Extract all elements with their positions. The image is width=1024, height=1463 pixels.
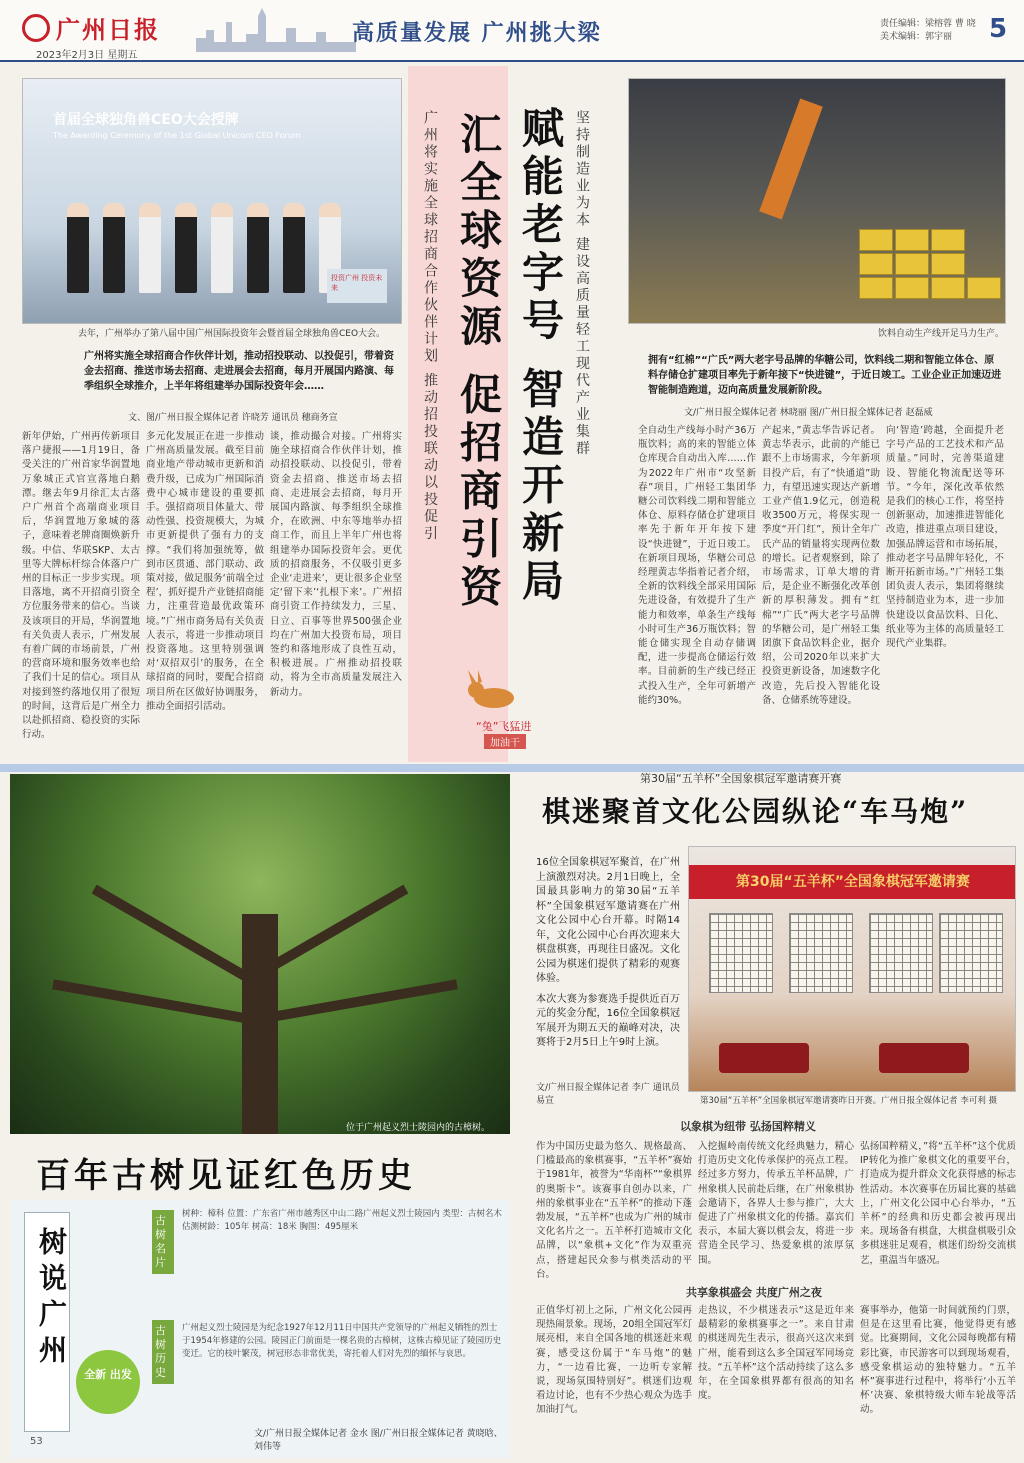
article-column: 全自动生产线每小时产36万瓶饮料；高的来的智能立体仓库现合自动出入库……作为2022年广州市“攻坚新春”项目，广州轻工集团华糖公司饮料线二期和智能立体仓、原料存储仓扩建项目率先于新年开年按下建设“快进键”，于近日竣工。在新项目现场，华糖公司总经理黄志华指着记者介绍，全新的饮料线全部采用国际先进设备，有效提升了生产能力和效率，单条生产线每小时可生产36万瓶饮料；智能仓储实现全自动存储调配，进一步提高仓储运行效率。目前新的生产线已经正式投入生产，全年可新增产能约30%。 <box>638 425 756 706</box>
tree-branch <box>52 979 251 1024</box>
page-number: 5 <box>988 14 1008 44</box>
photo-caption: 位于广州起义烈士陵园内的古樟树。 <box>346 1123 491 1133</box>
display-board <box>709 913 773 993</box>
event-banner: 第30届“五羊杯”全国象棋冠军邀请赛 <box>689 865 1016 899</box>
article-byline: 文、图/广州日报全媒体记者 许晓芳 通讯员 穗商务宣 <box>128 413 338 423</box>
photo-caption: 第30届“五羊杯”全国象棋冠军邀请赛昨日开赛。广州日报全媒体记者 李可利 摄 <box>700 1096 998 1106</box>
product-box <box>859 277 893 299</box>
game-table <box>879 1043 969 1073</box>
tag-tree-card: 古树名片 <box>152 1210 174 1274</box>
campaign-seal: 全新 出发 <box>76 1350 140 1414</box>
photo-caption: 去年，广州举办了第八届中国广州国际投资年会暨首届全球独角兽CEO大会。 <box>78 329 386 339</box>
chess-kicker: 第30届“五羊杯”全国象棋冠军邀请赛开赛 <box>640 772 842 785</box>
editors-credit <box>880 18 976 44</box>
ancient-tree-photo[interactable] <box>10 774 510 1134</box>
product-box <box>895 253 929 275</box>
product-box <box>931 277 965 299</box>
rabbit-icon <box>462 670 522 710</box>
article-column: 新年伊始，广州再传新项目落户捷报——1月19日，备受关注的广州首家华润置地万象城正式官宣落地白鹅潭。继去年9月徐汇太古落户广州首个高端商业项目后，华润置地万象城的落子，意味着老牌商圈焕新升级。中信、华联SKP、太古里等大牌标杆综合体落户广州的目标正一步步实现。项目落地，离不开招商引资全方位服务带来的信心。当谈及该项目的开局，华润置地有关负责人表示，广州发展有着广阔的市场前景，广州的营商环境和服务效率也给了我们十足的信心。项目从对接到签约落地仅用了很短的时间，这背后是广州全力以赴抓招商、稳投资的实际行动。 <box>22 431 140 741</box>
article-column: 弘扬国粹精义，”将“五羊杯”这个优质IP转化为推广象棋文化的重要平台，打造成为提升群众文化获得感的标志性活动。本次赛事在历届比赛的基础上，广州文化公园中心台举办，“五羊杯”的经典和历史都会被再现出来。现场备有棋盘，大棋盘棋吸引众多棋迷驻足观看，棋迷们纷纷交流棋艺，重温当年盛况。 <box>860 1141 1016 1266</box>
photo-banner-text: 首届全球独角兽CEO大会授牌 <box>53 112 239 128</box>
tag-tree-history: 古树历史 <box>152 1320 174 1384</box>
article-byline: 文/广州日报全媒体记者 林晓丽 图/广州日报全媒体记者 赵磊威 <box>684 408 933 418</box>
article-column: 产起来，”黄志华告诉记者。黄志华表示，此前的产能已跟不上市场需求，今年新项目投产后，有了“快通道”助力，有望迅速实现达产新增工业产值1.9亿元，创造税收3500万元，将保实现一季度“开门红”，预计全年广氏产品的销量将实现两位数的增长。记者观察到，除了市场需求，订单大增的背后，是企业不断强化改革创新的厚积薄发。拥有“红棉”“广氏”两大老字号品牌的华糖公司，是广州轻工集团旗下食品饮料企业，据介绍，公司2020年以来扩大投资更新设备，加速数字化改造，先后投入智能化设备、仓储系统等建设。 <box>762 425 880 706</box>
issue-date: 2023年2月3日 星期五 <box>36 50 138 61</box>
column-number: 53 <box>30 1436 43 1447</box>
article-column: 向‘智造’跨越，全面提升老字号产品的工艺技术和产品质量。”同时，完善渠道建设、智能化物流配送等环节。“今年，深化改革依然是我们的核心工作，将坚持创新驱动，加速推进智能化改造，推进重点项目建设，加强品牌运营和市场拓展，推动老字号品牌年轻化，不断开拓新市场。”广州轻工集团负责人表示，集团将继续坚持制造业为本，进一步加快建设以食品饮料、日化、纸业等为主体的高质量轻工现代产业集群。 <box>886 425 1004 650</box>
column-title: 树说广州 <box>35 1227 68 1371</box>
article-lead: 拥有“红棉”“广氏”两大老字号品牌的华糖公司，饮料线二期和智能立体仓、原料存储仓扩建项目率先于新年接下“快进键”，于近日竣工。工业企业正加速迈进智能制造跑道，迈向高质量发展新阶段。 <box>648 355 1002 396</box>
city-skyline-icon <box>196 8 356 52</box>
tree-facts: 树种：樟科 位置：广东省广州市越秀区中山二路广州起义烈士陵园内 类型：古树名木 估测树龄：105年 树高：18米 胸围：495厘米 <box>182 1209 502 1232</box>
display-board <box>789 913 853 993</box>
photo-person <box>67 203 89 293</box>
newspaper-logo-icon <box>22 14 50 42</box>
investment-subtitle: 广州将实施全球招商合作伙伴计划 推动招投联动以投促引 <box>422 110 438 543</box>
unicorn-forum-photo[interactable] <box>22 78 402 324</box>
tree-headline[interactable]: 百年古树见证红色历史 <box>36 1156 416 1196</box>
robot-arm <box>759 99 823 220</box>
product-box <box>859 253 893 275</box>
section-title: 高质量发展 广州挑大梁 <box>352 21 602 46</box>
product-box <box>967 277 1001 299</box>
article-column: 走热议，不少棋迷表示“这是近年来最精彩的象棋赛事之一”。来自甘肃的棋迷周先生表示，很高兴这次来到广州，能看到这么多全国冠军同场竞技。“五羊杯”这个活动持续了这么多年，在全国象棋界都有很高的知名度。 <box>698 1305 854 1402</box>
slogan-text: “兔”飞猛进 <box>476 720 532 733</box>
display-board <box>869 913 933 993</box>
subheading: 共享象棋盛会 共度广州之夜 <box>686 1286 822 1299</box>
game-table <box>719 1043 809 1073</box>
article-byline: 文/广州日报全媒体记者 金水 图/广州日报全媒体记者 黄晓晗、刘伟等 <box>254 1429 503 1452</box>
photo-person <box>247 203 269 293</box>
photo-caption: 饮料自动生产线开足马力生产。 <box>878 329 1005 339</box>
article-lead <box>536 856 680 1051</box>
masthead <box>0 0 1024 62</box>
tree-history-text: 广州起义烈士陵园是为纪念1927年12月11日中国共产党领导的广州起义牺牲的烈士于1954年修建的公园。陵园正门前面是一棵名贵的古樟树，这株古樟见证了陵园历史变迁。它的枝叶繁茂，树冠形态非常优美，寄托着人们对先烈的缅怀与哀思。 <box>182 1323 502 1359</box>
product-box <box>859 229 893 251</box>
photo-banner-en: The Awarding Ceremony of the 1st Global Unicorn CEO Forum <box>53 131 301 140</box>
chess-headline[interactable]: 棋迷聚首文化公园纵论“车马炮” <box>542 795 969 828</box>
photo-sign: 投资广州 投资未来 <box>327 269 387 303</box>
article-lead: 广州将实施全球招商合作伙伴计划，推动招投联动、以投促引，带着资金去招商、推送市场去招商、走进展会去招商，每月开展国内路演、每季组织全球推介，上半年将组建举办国际投资年会…… <box>84 351 394 392</box>
article-column: 正值华灯初上之际，广州文化公园再现热闹景象。现场，20组全国冠军灯展亮相，来自全国各地的棋迷赶来观赛，感受这份属于“车马炮”的魅力，“一边看比赛，一边听专家解说，现场氛围特别好”。棋迷们边观看边讨论，也有不少热心观众为选手加油打气。 <box>536 1305 692 1416</box>
product-box <box>895 277 929 299</box>
photo-person <box>175 203 197 293</box>
article-column: 作为中国历史最为悠久、规格最高、门槛最高的象棋赛事，“五羊杯”赛始于1981年，被誉为“华南杯”“象棋界的奥斯卡”。该赛事自创办以来，广州的象棋事业在“五羊杯”的推动下蓬勃发展，“五羊杯”也成为广州的城市文化名片之一。五羊杯打造城市文化品牌，以“象棋+文化”作为双重亮点，搭建起民众参与棋类活动的平台。 <box>536 1141 692 1280</box>
photo-person <box>283 203 305 293</box>
vertical-headlines <box>408 66 626 762</box>
article-column: 入挖掘岭南传统文化经典魅力，精心打造历史文化传承保护的亮点工程。经过多方努力，传承五羊杯品牌，广州象棋人民前赴后继，在广州象棋协会邀请下，各界人士参与推广，大大促进了广州象棋文化的传播。嘉宾们表示，本届大赛以棋会友，将进一步营造全民学习、热爱象棋的浓厚氛围。 <box>698 1141 854 1266</box>
lead-paragraph: 16位全国象棋冠军聚首，在广州上演激烈对决。2月1日晚上，全国最具影响力的第30届“五羊杯”全国象棋冠军邀请赛在广州文化公园中心台开幕。时隔14年，文化公园中心台再次迎来大棋盘棋赛，再现往日盛况。文化公园为棋迷们提供了精彩的观赛体验。 <box>536 857 680 984</box>
upper-stories <box>8 66 1016 762</box>
article-byline: 文/广州日报全媒体记者 李广 通讯员 易宣 <box>536 1083 680 1106</box>
photo-person <box>103 203 125 293</box>
slogan-tag: 加油干 <box>484 734 526 749</box>
photo-person <box>139 203 161 293</box>
tree-branch <box>92 885 253 984</box>
tree-info-panel <box>10 1200 510 1458</box>
product-box <box>931 253 965 275</box>
display-board <box>939 913 1003 993</box>
tree-branch <box>259 979 458 1024</box>
industry-headline[interactable]: 赋能老字号 智造开新局 <box>516 106 565 607</box>
column-title-box <box>24 1212 70 1432</box>
section-divider <box>0 764 1024 772</box>
newspaper-logo[interactable]: 广州日报 <box>56 15 160 44</box>
industry-kicker: 坚持制造业为本 建设高质量轻工现代产业集群 <box>574 110 590 458</box>
chess-tournament-photo[interactable] <box>688 846 1016 1092</box>
production-line-photo[interactable] <box>628 78 1006 324</box>
lead-paragraph: 本次大赛为参赛选手提供近百万元的奖金分配，16位全国象棋冠军展开为期五天的巅峰对决，决赛将于2月5日上午9时上演。 <box>536 993 680 1048</box>
editor-line: 责任编辑：梁榕蓉 曹 晓 <box>880 19 976 29</box>
subheading: 以象棋为纽带 弘扬国粹精义 <box>680 1120 816 1133</box>
designer-line: 美术编辑：郭宇丽 <box>880 32 953 42</box>
article-column: 谈，推动撮合对接。广州将实施全球招商合作伙伴计划，推动招投联动、以投促引，带着资金去招商、推送市场去招商、走进展会去招商，每月开展国内路演、每季组织全球推介，在欧洲、中东等地举办招商工作，而且上半年广州也将组建举办国际投资年会。更优质的招商服务，不仅吸引更多企业‘走进来’，更让很多企业坚定‘留下来’‘扎根下来’。广州招商引资工作持续发力，三星、日立、百事等世界500强企业均在广州加大投资布局，项目签约和落地形成了良性互动，积极进展。广州推动招投联动，将为全市高质量发展注入新动力。 <box>270 431 402 698</box>
photo-person <box>211 203 233 293</box>
product-box <box>895 229 929 251</box>
article-column: 多元化发展正在进一步推动广州高质量发展。截至目前商业地产带动城市更新和消费升级，已成为广州国际消费中心城市建设的重要抓手。强招商项目体量大、带动性强、投资规模大，为城市更新提供了强有力的支撑。“我们将加强统筹，做到市区贯通、部门联动、政策对接，做足服务‘前端全过程’，抓好提升产业链招商能力，注重营造最优政策环境。”广州市商务局有关负责人表示，将进一步推动项目投资落地。这里特别强调对‘双招双引’的服务，在全球招商的同时，要配合招商项目所在区做好协调服务，推动全面招引活动。 <box>146 431 264 712</box>
product-box <box>931 229 965 251</box>
article-column: 赛事举办，他第一时间就预约门票，但是在这里看比赛，他觉得更有感觉。比赛期间，文化公园每晚都有精彩比赛，市民游客可以到现场观看，感受象棋运动的独特魅力。“五羊杯”赛事进行过程中，将举行‘小五羊杯’决赛、象棋特级大师车轮战等活动。 <box>860 1305 1016 1416</box>
investment-headline[interactable]: 汇全球资源 促招商引资 <box>454 112 503 613</box>
